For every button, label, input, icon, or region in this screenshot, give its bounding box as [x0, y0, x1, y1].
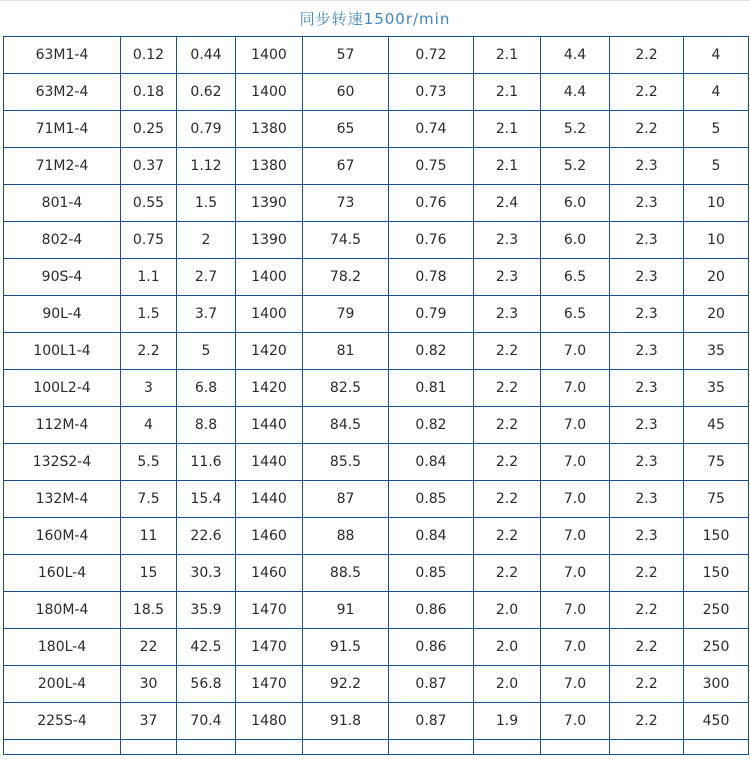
value-cell: 1.1 [121, 259, 177, 296]
value-cell: 20 [684, 259, 749, 296]
value-cell: 0.75 [389, 148, 474, 185]
value-cell: 0.82 [389, 333, 474, 370]
value-cell: 35 [684, 370, 749, 407]
model-cell: 180M-4 [4, 592, 121, 629]
value-cell: 0.55 [121, 185, 177, 222]
table-caption: 同步转速1500r/min [299, 10, 451, 28]
spec-table-body [4, 37, 749, 755]
empty-cell [236, 740, 303, 755]
value-cell: 6.5 [541, 296, 610, 333]
value-cell: 0.87 [389, 703, 474, 740]
table-row [4, 296, 749, 333]
empty-cell [177, 740, 236, 755]
value-cell: 2.0 [474, 592, 541, 629]
value-cell: 0.79 [177, 111, 236, 148]
value-cell: 30.3 [177, 555, 236, 592]
value-cell: 2.3 [610, 148, 684, 185]
value-cell: 7.0 [541, 666, 610, 703]
value-cell: 10 [684, 185, 749, 222]
empty-cell [610, 740, 684, 755]
value-cell: 2.1 [474, 74, 541, 111]
model-cell: 200L-4 [4, 666, 121, 703]
value-cell: 0.37 [121, 148, 177, 185]
empty-cell [121, 740, 177, 755]
value-cell: 6.8 [177, 370, 236, 407]
value-cell: 1400 [236, 296, 303, 333]
model-cell: 802-4 [4, 222, 121, 259]
value-cell: 2.2 [610, 74, 684, 111]
value-cell: 0.87 [389, 666, 474, 703]
value-cell: 2.2 [610, 37, 684, 74]
table-row [4, 148, 749, 185]
value-cell: 5 [684, 111, 749, 148]
value-cell: 0.79 [389, 296, 474, 333]
value-cell: 37 [121, 703, 177, 740]
value-cell: 3 [121, 370, 177, 407]
value-cell: 5.5 [121, 444, 177, 481]
value-cell: 73 [303, 185, 389, 222]
value-cell: 2.2 [474, 333, 541, 370]
value-cell: 2.1 [474, 148, 541, 185]
value-cell: 2.2 [474, 370, 541, 407]
table-row [4, 74, 749, 111]
value-cell: 0.18 [121, 74, 177, 111]
table-row [4, 111, 749, 148]
value-cell: 7.5 [121, 481, 177, 518]
table-row [4, 592, 749, 629]
bottom-strip [0, 759, 750, 765]
value-cell: 56.8 [177, 666, 236, 703]
value-cell: 1440 [236, 481, 303, 518]
value-cell: 0.78 [389, 259, 474, 296]
value-cell: 1.5 [177, 185, 236, 222]
value-cell: 1470 [236, 592, 303, 629]
value-cell: 1440 [236, 444, 303, 481]
value-cell: 22 [121, 629, 177, 666]
model-cell: 71M1-4 [4, 111, 121, 148]
value-cell: 75 [684, 444, 749, 481]
value-cell: 91 [303, 592, 389, 629]
value-cell: 1380 [236, 111, 303, 148]
value-cell: 2 [177, 222, 236, 259]
value-cell: 0.12 [121, 37, 177, 74]
value-cell: 2.2 [610, 666, 684, 703]
value-cell: 2.3 [474, 296, 541, 333]
value-cell: 0.86 [389, 592, 474, 629]
value-cell: 7.0 [541, 592, 610, 629]
table-row [4, 555, 749, 592]
value-cell: 42.5 [177, 629, 236, 666]
model-cell: 71M2-4 [4, 148, 121, 185]
value-cell: 60 [303, 74, 389, 111]
value-cell: 2.3 [610, 296, 684, 333]
value-cell: 1400 [236, 259, 303, 296]
value-cell: 65 [303, 111, 389, 148]
model-cell: 160M-4 [4, 518, 121, 555]
empty-cell [4, 740, 121, 755]
value-cell: 0.62 [177, 74, 236, 111]
table-row [4, 259, 749, 296]
value-cell: 150 [684, 518, 749, 555]
value-cell: 35.9 [177, 592, 236, 629]
value-cell: 0.85 [389, 481, 474, 518]
value-cell: 1400 [236, 37, 303, 74]
value-cell: 79 [303, 296, 389, 333]
value-cell: 2.3 [610, 444, 684, 481]
value-cell: 75 [684, 481, 749, 518]
value-cell: 2.2 [474, 444, 541, 481]
value-cell: 5.2 [541, 111, 610, 148]
value-cell: 7.0 [541, 518, 610, 555]
value-cell: 1420 [236, 333, 303, 370]
value-cell: 1460 [236, 518, 303, 555]
value-cell: 5 [684, 148, 749, 185]
value-cell: 0.84 [389, 518, 474, 555]
value-cell: 250 [684, 629, 749, 666]
value-cell: 91.8 [303, 703, 389, 740]
table-row [4, 481, 749, 518]
value-cell: 7.0 [541, 481, 610, 518]
empty-cell [474, 740, 541, 755]
value-cell: 2.2 [610, 111, 684, 148]
empty-cell [684, 740, 749, 755]
value-cell: 0.84 [389, 444, 474, 481]
value-cell: 4.4 [541, 37, 610, 74]
model-cell: 132M-4 [4, 481, 121, 518]
value-cell: 2.2 [474, 481, 541, 518]
value-cell: 1390 [236, 222, 303, 259]
table-row [4, 37, 749, 74]
value-cell: 2.2 [610, 592, 684, 629]
table-caption-bar [0, 0, 750, 36]
value-cell: 57 [303, 37, 389, 74]
value-cell: 78.2 [303, 259, 389, 296]
value-cell: 1380 [236, 148, 303, 185]
value-cell: 2.2 [610, 703, 684, 740]
value-cell: 5 [177, 333, 236, 370]
value-cell: 1440 [236, 407, 303, 444]
value-cell: 0.82 [389, 407, 474, 444]
value-cell: 2.3 [610, 185, 684, 222]
model-cell: 63M2-4 [4, 74, 121, 111]
value-cell: 7.0 [541, 703, 610, 740]
value-cell: 2.4 [474, 185, 541, 222]
model-cell: 801-4 [4, 185, 121, 222]
value-cell: 3.7 [177, 296, 236, 333]
value-cell: 0.74 [389, 111, 474, 148]
value-cell: 70.4 [177, 703, 236, 740]
model-cell: 100L1-4 [4, 333, 121, 370]
value-cell: 1460 [236, 555, 303, 592]
value-cell: 2.3 [610, 222, 684, 259]
value-cell: 1390 [236, 185, 303, 222]
model-cell: 160L-4 [4, 555, 121, 592]
value-cell: 4 [684, 37, 749, 74]
value-cell: 0.72 [389, 37, 474, 74]
value-cell: 2.2 [121, 333, 177, 370]
value-cell: 2.2 [474, 407, 541, 444]
value-cell: 0.76 [389, 185, 474, 222]
value-cell: 0.86 [389, 629, 474, 666]
table-row [4, 518, 749, 555]
value-cell: 2.2 [474, 555, 541, 592]
value-cell: 92.2 [303, 666, 389, 703]
value-cell: 0.75 [121, 222, 177, 259]
table-row [4, 185, 749, 222]
value-cell: 7.0 [541, 407, 610, 444]
value-cell: 6.0 [541, 185, 610, 222]
table-row [4, 407, 749, 444]
empty-cell [389, 740, 474, 755]
table-row-partial [4, 740, 749, 755]
value-cell: 2.7 [177, 259, 236, 296]
value-cell: 2.3 [474, 222, 541, 259]
value-cell: 6.5 [541, 259, 610, 296]
value-cell: 6.0 [541, 222, 610, 259]
value-cell: 7.0 [541, 370, 610, 407]
value-cell: 2.0 [474, 629, 541, 666]
value-cell: 1400 [236, 74, 303, 111]
value-cell: 18.5 [121, 592, 177, 629]
value-cell: 7.0 [541, 444, 610, 481]
value-cell: 2.0 [474, 666, 541, 703]
value-cell: 2.3 [610, 518, 684, 555]
table-row [4, 222, 749, 259]
value-cell: 67 [303, 148, 389, 185]
value-cell: 2.2 [474, 518, 541, 555]
value-cell: 4 [684, 74, 749, 111]
value-cell: 15.4 [177, 481, 236, 518]
value-cell: 74.5 [303, 222, 389, 259]
value-cell: 7.0 [541, 333, 610, 370]
value-cell: 2.3 [610, 259, 684, 296]
value-cell: 88.5 [303, 555, 389, 592]
value-cell: 0.73 [389, 74, 474, 111]
table-row [4, 333, 749, 370]
table-row [4, 703, 749, 740]
value-cell: 2.2 [610, 629, 684, 666]
table-row [4, 629, 749, 666]
model-cell: 180L-4 [4, 629, 121, 666]
value-cell: 20 [684, 296, 749, 333]
value-cell: 2.3 [610, 333, 684, 370]
value-cell: 88 [303, 518, 389, 555]
value-cell: 7.0 [541, 555, 610, 592]
value-cell: 1.12 [177, 148, 236, 185]
value-cell: 250 [684, 592, 749, 629]
model-cell: 225S-4 [4, 703, 121, 740]
model-cell: 132S2-4 [4, 444, 121, 481]
table-row [4, 666, 749, 703]
value-cell: 1.9 [474, 703, 541, 740]
value-cell: 4.4 [541, 74, 610, 111]
value-cell: 0.25 [121, 111, 177, 148]
value-cell: 81 [303, 333, 389, 370]
value-cell: 8.8 [177, 407, 236, 444]
value-cell: 22.6 [177, 518, 236, 555]
value-cell: 2.3 [610, 370, 684, 407]
value-cell: 1.5 [121, 296, 177, 333]
table-row [4, 444, 749, 481]
value-cell: 87 [303, 481, 389, 518]
value-cell: 0.76 [389, 222, 474, 259]
model-cell: 90L-4 [4, 296, 121, 333]
value-cell: 300 [684, 666, 749, 703]
value-cell: 2.2 [610, 555, 684, 592]
table-row [4, 370, 749, 407]
model-cell: 63M1-4 [4, 37, 121, 74]
value-cell: 11.6 [177, 444, 236, 481]
value-cell: 82.5 [303, 370, 389, 407]
model-cell: 112M-4 [4, 407, 121, 444]
value-cell: 2.3 [610, 407, 684, 444]
value-cell: 1480 [236, 703, 303, 740]
value-cell: 450 [684, 703, 749, 740]
value-cell: 2.3 [610, 481, 684, 518]
value-cell: 1470 [236, 629, 303, 666]
value-cell: 30 [121, 666, 177, 703]
value-cell: 5.2 [541, 148, 610, 185]
value-cell: 0.85 [389, 555, 474, 592]
value-cell: 7.0 [541, 629, 610, 666]
value-cell: 15 [121, 555, 177, 592]
value-cell: 35 [684, 333, 749, 370]
value-cell: 91.5 [303, 629, 389, 666]
model-cell: 100L2-4 [4, 370, 121, 407]
value-cell: 1420 [236, 370, 303, 407]
empty-cell [541, 740, 610, 755]
value-cell: 4 [121, 407, 177, 444]
value-cell: 11 [121, 518, 177, 555]
value-cell: 45 [684, 407, 749, 444]
value-cell: 2.1 [474, 37, 541, 74]
model-cell: 90S-4 [4, 259, 121, 296]
motor-spec-table [3, 36, 749, 755]
value-cell: 10 [684, 222, 749, 259]
value-cell: 85.5 [303, 444, 389, 481]
value-cell: 2.1 [474, 111, 541, 148]
value-cell: 0.44 [177, 37, 236, 74]
value-cell: 0.81 [389, 370, 474, 407]
value-cell: 2.3 [474, 259, 541, 296]
empty-cell [303, 740, 389, 755]
value-cell: 150 [684, 555, 749, 592]
value-cell: 84.5 [303, 407, 389, 444]
value-cell: 1470 [236, 666, 303, 703]
